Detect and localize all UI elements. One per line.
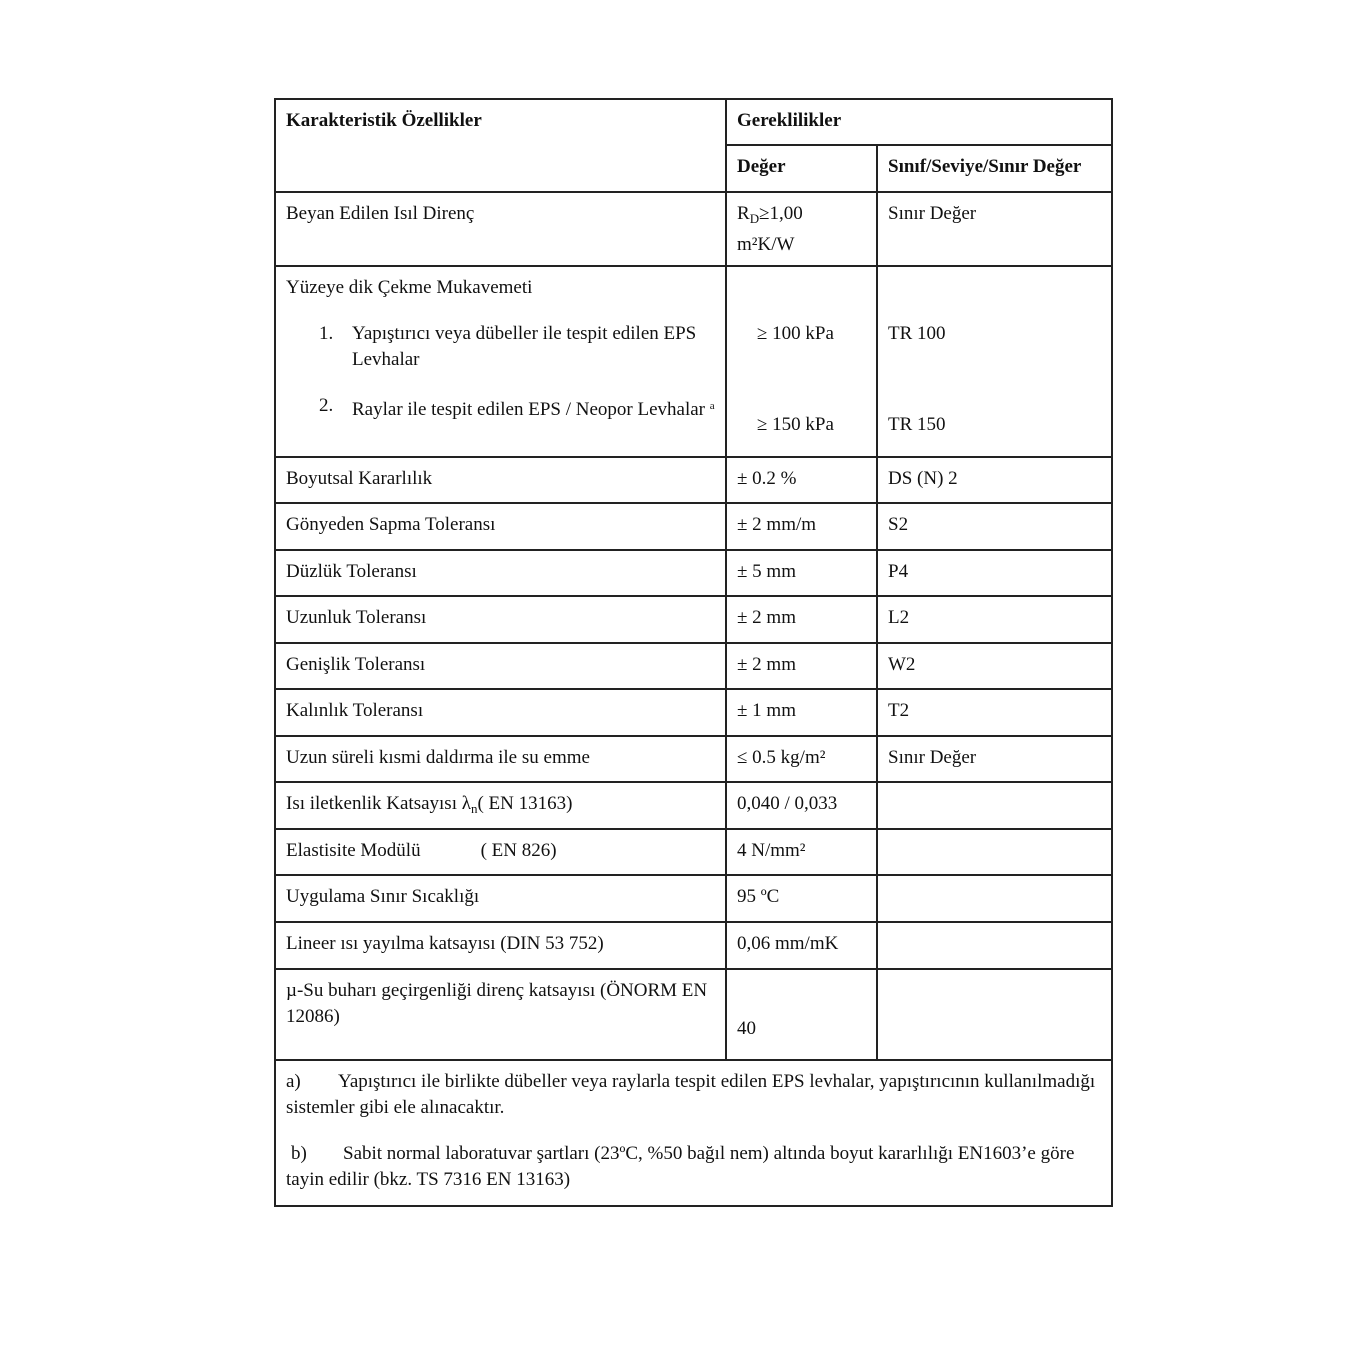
row-value: $R_D\ge 1,00$ m²K/W	[726, 192, 877, 266]
row-value: 40	[726, 969, 877, 1060]
row-class: L2	[877, 596, 1112, 643]
row-class: S2	[877, 503, 1112, 550]
row-value: 0,06 mm/mK	[726, 922, 877, 969]
row-label: Uzunluk Toleransı	[275, 596, 726, 643]
table-row	[275, 192, 1112, 266]
row-value: 4 N/mm²	[726, 829, 877, 875]
header-value: Değer	[726, 145, 877, 192]
footnotes	[275, 1060, 1112, 1206]
row-class: Sınır Değer	[877, 736, 1112, 782]
row-label: Uzun süreli kısmi daldırma ile su emme	[275, 736, 726, 782]
table-row	[275, 969, 1112, 1060]
table-row	[275, 875, 1112, 922]
row-label: Isı iletkenlik Katsayısı $\lambda_n$( EN 13163)	[275, 782, 726, 829]
list-item: 2. Raylar ile tespit edilen EPS / Neopor Levhalar $^a$	[319, 395, 715, 420]
header-requirements: Gereklilikler	[726, 99, 1112, 145]
row-value: ± 2 mm	[726, 596, 877, 643]
row-class	[877, 969, 1112, 1060]
row-value: ± 1 mm	[726, 689, 877, 736]
row-value: ≤ 0.5 kg/m²	[726, 736, 877, 782]
row-value: ≥ 100 kPa ≥ 150 kPa	[726, 266, 877, 457]
row-label: Lineer ısı yayılma katsayısı (DIN 53 752)	[275, 922, 726, 969]
table-row	[275, 829, 1112, 875]
table-row	[275, 457, 1112, 503]
row-class: TR 100 TR 150	[877, 266, 1112, 457]
row-class: DS (N) 2	[877, 457, 1112, 503]
footnotes-row	[275, 1060, 1112, 1206]
header-characteristics: Karakteristik Özellikler	[275, 99, 726, 192]
row-class: Sınır Değer	[877, 192, 1112, 266]
row-value: ± 2 mm	[726, 643, 877, 689]
row-label: Beyan Edilen Isıl Direnç	[275, 192, 726, 266]
row-label: Uygulama Sınır Sıcaklığı	[275, 875, 726, 922]
row-label: Kalınlık Toleransı	[275, 689, 726, 736]
footnote-marker: a	[709, 400, 715, 412]
row-label: Boyutsal Kararlılık	[275, 457, 726, 503]
row-label: Düzlük Toleransı	[275, 550, 726, 596]
row-class: W2	[877, 643, 1112, 689]
header-class: Sınıf/Seviye/Sınır Değer	[877, 145, 1112, 192]
table-row	[275, 503, 1112, 550]
footnote-a: a) Yapıştırıcı ile birlikte dübeller veya raylarla tespit edilen EPS levhalar, yapıştırıcının kullanılmadığı sistemler gibi ele alınacaktır.	[286, 1071, 1096, 1118]
specifications-table	[274, 98, 1113, 1207]
row-value: ± 0.2 %	[726, 457, 877, 503]
row-value: ± 2 mm/m	[726, 503, 877, 550]
table-row	[275, 596, 1112, 643]
footnote-b: b) Sabit normal laboratuvar şartları (23ºC, %50 bağıl nem) altında boyut kararlılığı EN1603’e göre tayin edilir (bkz. TS 7316 EN 13163)	[286, 1143, 1075, 1190]
list-item: 1. Yapıştırıcı veya dübeller ile tespit edilen EPS Levhalar	[319, 323, 697, 370]
row-label: Gönyeden Sapma Toleransı	[275, 503, 726, 550]
table-row	[275, 782, 1112, 829]
table-row	[275, 643, 1112, 689]
row-class	[877, 875, 1112, 922]
table-row	[275, 922, 1112, 969]
row-class	[877, 782, 1112, 829]
table-row	[275, 266, 1112, 457]
row-class: T2	[877, 689, 1112, 736]
row-value: ± 5 mm	[726, 550, 877, 596]
row-value: 95 ºC	[726, 875, 877, 922]
table-row	[275, 550, 1112, 596]
row-class	[877, 922, 1112, 969]
row-class: P4	[877, 550, 1112, 596]
row-label: Yüzeye dik Çekme Mukavemeti 1. Yapıştırıcı veya dübeller ile tespit edilen EPS Levhalar 2. Raylar ile tespit edilen EPS / Neopor Levhalar $^a$	[275, 266, 726, 457]
table-row	[275, 736, 1112, 782]
row-value: 0,040 / 0,033	[726, 782, 877, 829]
row-label: Elastisite Modülü ( EN 826)	[275, 829, 726, 875]
row-class	[877, 829, 1112, 875]
table-row	[275, 689, 1112, 736]
row-label: µ-Su buharı geçirgenliği direnç katsayısı (ÖNORM EN 12086)	[275, 969, 726, 1060]
row-label: Genişlik Toleransı	[275, 643, 726, 689]
